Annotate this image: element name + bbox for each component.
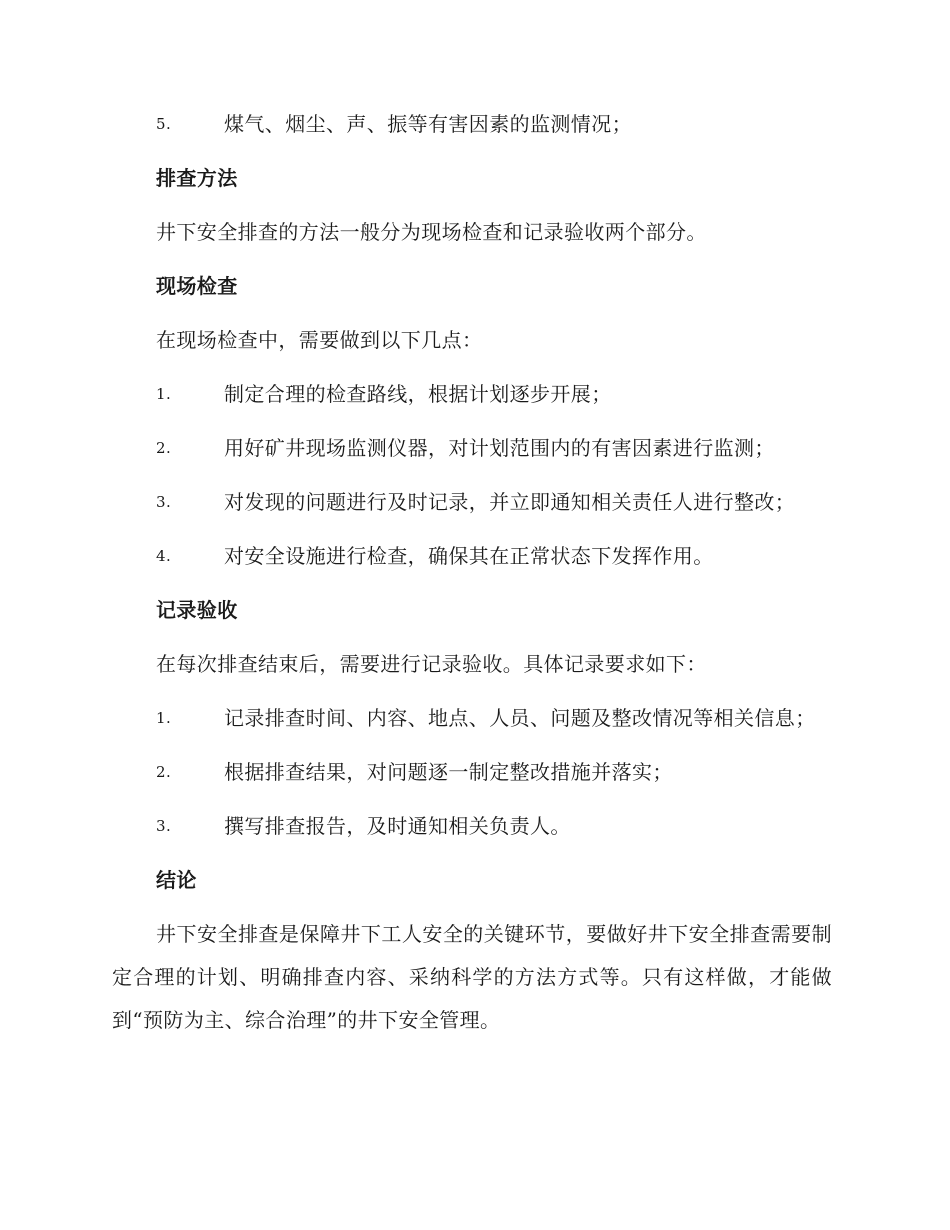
list-text: 根据排查结果，对问题逐一制定整改措施并落实； <box>224 760 673 784</box>
list-item <box>112 697 832 740</box>
list-item <box>112 751 832 794</box>
site-intro-paragraph: 在现场检查中，需要做到以下几点： <box>156 328 483 352</box>
list-number: 5. <box>156 115 172 133</box>
section-heading-record: 记录验收 <box>156 598 238 622</box>
section-heading-conclusion: 结论 <box>156 868 197 892</box>
list-item <box>112 535 832 578</box>
list-item <box>112 103 832 146</box>
method-intro-paragraph: 井下安全排查的方法一般分为现场检查和记录验收两个部分。 <box>156 220 707 244</box>
list-item <box>112 805 832 848</box>
list-number: 1. <box>156 385 172 403</box>
list-item <box>112 481 832 524</box>
list-text: 制定合理的检查路线，根据计划逐步开展； <box>224 382 612 406</box>
list-item <box>112 427 832 470</box>
list-text: 对发现的问题进行及时记录，并立即通知相关责任人进行整改； <box>224 490 796 514</box>
list-text: 煤气、烟尘、声、振等有害因素的监测情况； <box>224 112 632 136</box>
list-text: 记录排查时间、内容、地点、人员、问题及整改情况等相关信息； <box>224 706 816 730</box>
list-number: 4. <box>156 547 172 565</box>
section-heading-method: 排查方法 <box>156 166 238 190</box>
list-text: 用好矿井现场监测仪器，对计划范围内的有害因素进行监测； <box>224 436 775 460</box>
record-intro-paragraph: 在每次排查结束后，需要进行记录验收。具体记录要求如下： <box>156 652 707 676</box>
list-number: 1. <box>156 709 172 727</box>
section-heading-site-check: 现场检查 <box>156 274 238 298</box>
list-text: 撰写排查报告，及时通知相关负责人。 <box>224 814 571 838</box>
document-page <box>112 103 832 1053</box>
list-number: 3. <box>156 817 172 835</box>
list-number: 3. <box>156 493 172 511</box>
list-number: 2. <box>156 763 172 781</box>
list-text: 对安全设施进行检查，确保其在正常状态下发挥作用。 <box>224 544 714 568</box>
conclusion-paragraph: 井下安全排查是保障井下工人安全的关键环节，要做好井下安全排查需要制定合理的计划、明确排查内容、采纳科学的方法方式等。只有这样做，才能做到“预防为主、综合治理”的井下安全管理。 <box>112 922 832 1032</box>
list-item <box>112 373 832 416</box>
list-number: 2. <box>156 439 172 457</box>
